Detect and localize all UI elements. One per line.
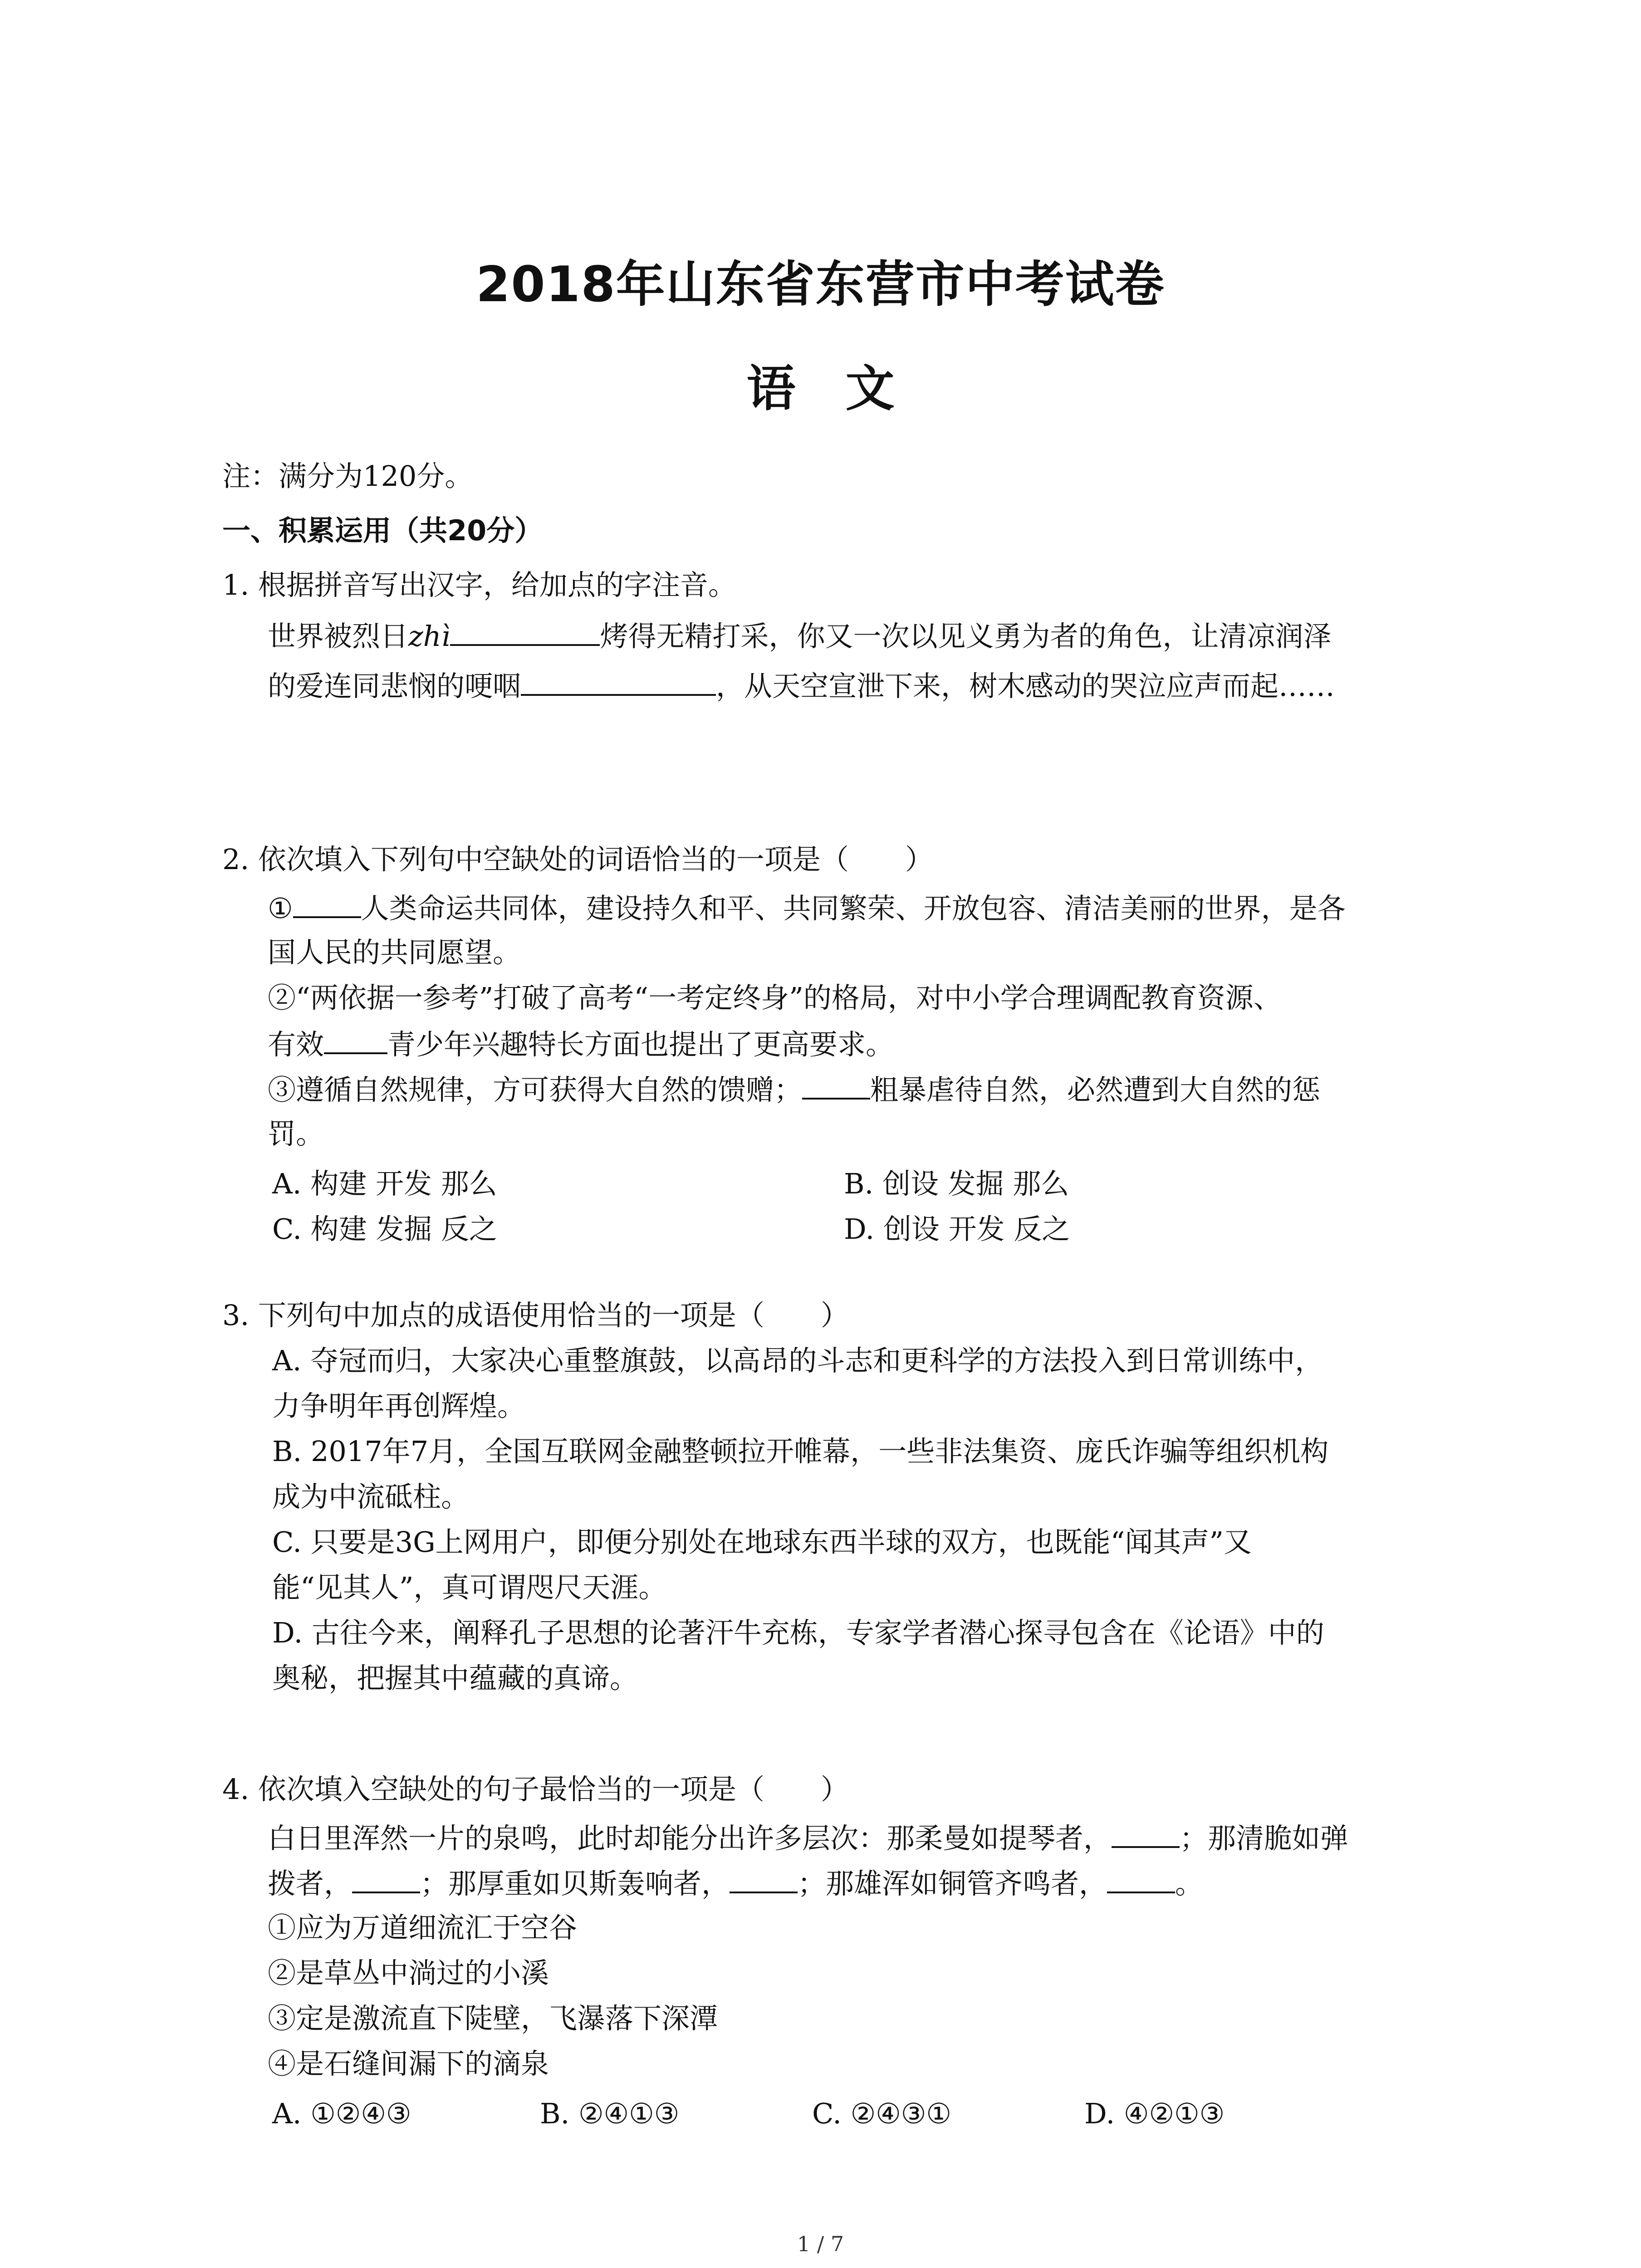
question-2-option-a[interactable]: A. 构建 开发 那么 [272, 1167, 497, 1200]
q1-text: 的爱连同悲悯的哽咽 [268, 670, 521, 703]
q2-text: 青少年兴趣特长方面也提出了更高要求。 [387, 1028, 894, 1061]
question-2-sentence-1-cont: 国人民的共同愿望。 [268, 936, 521, 969]
question-3-option-a-cont: 力争明年再创辉煌。 [272, 1389, 526, 1422]
q1-text: ，从天空宣泄下来，树木感动的哭泣应声而起…… [716, 670, 1335, 703]
question-2-sentence-3-cont: 罚。 [268, 1117, 324, 1150]
subject-title: 语文 [746, 361, 945, 417]
question-4-stem: 4. 依次填入空缺处的句子最恰当的一项是（ ） [222, 1773, 849, 1806]
q1-pinyin: zhì [408, 620, 451, 653]
question-4-option-b[interactable]: B. ②④①③ [540, 2097, 680, 2130]
question-3-option-c-cont: 能“见其人”，真可谓咫尺天涯。 [272, 1571, 667, 1604]
question-3-option-a[interactable]: A. 夺冠而归，大家决心重整旗鼓，以高昂的斗志和更科学的方法投入到日常训练中， [272, 1344, 1323, 1377]
question-3-option-b[interactable]: B. 2017年7月，全国互联网金融整顿拉开帷幕，一些非法集资、庞氏诈骗等组织机构 [272, 1435, 1329, 1468]
question-4-option-d[interactable]: D. ④②①③ [1084, 2097, 1225, 2130]
q1-text: 烤得无精打采，你又一次以见义勇为者的角色，让清凉润泽 [600, 620, 1332, 653]
question-4-option-a[interactable]: A. ①②④③ [272, 2097, 411, 2130]
q2-text: 粗暴虐待自然，必然遭到大自然的惩 [870, 1073, 1321, 1106]
question-3-stem: 3. 下列句中加点的成语使用恰当的一项是（ ） [222, 1299, 849, 1332]
question-4-item-3: ③定是激流直下陡壁，飞瀑落下深潭 [268, 2002, 718, 2035]
question-2-sentence-2-cont [268, 1025, 894, 1063]
q4-text: 白日里浑然一片的泉鸣，此时却能分出许多层次：那柔曼如提琴者， [268, 1822, 1112, 1855]
q4-text: ；那雄浑如铜管齐鸣者， [798, 1867, 1107, 1900]
answer-blank[interactable] [802, 1070, 870, 1100]
answer-blank[interactable] [352, 1864, 420, 1893]
answer-blank[interactable] [521, 667, 716, 696]
answer-blank[interactable] [450, 617, 600, 646]
q2-text: 人类命运共同体，建设持久和平、共同繁荣、开放包容、清洁美丽的世界，是各 [361, 892, 1346, 925]
answer-blank[interactable] [730, 1864, 798, 1893]
page-title: 2018年山东省东营市中考试卷 [476, 256, 1165, 313]
section-heading: 一、积累运用（共20分） [222, 514, 543, 547]
page-number: 1 / 7 [797, 2232, 844, 2256]
question-2-sentence-3 [268, 1070, 1320, 1108]
question-2-option-d[interactable]: D. 创设 开发 反之 [844, 1212, 1070, 1246]
question-4-passage-2 [268, 1864, 1203, 1902]
question-2-sentence-1 [268, 889, 1346, 927]
answer-blank[interactable] [1112, 1819, 1180, 1848]
question-4-item-1: ①应为万道细流汇于空谷 [268, 1911, 578, 1944]
score-note: 注：满分为120分。 [222, 459, 473, 493]
question-1-line-1 [268, 617, 1331, 655]
q2-text: ③遵循自然规律，方可获得大自然的馈赠； [268, 1073, 803, 1106]
question-2-option-b[interactable]: B. 创设 发掘 那么 [844, 1167, 1069, 1200]
q4-text: 。 [1175, 1867, 1204, 1900]
question-1-stem: 1. 根据拼音写出汉字，给加点的字注音。 [222, 568, 736, 601]
question-1-line-2 [268, 667, 1335, 704]
question-2-sentence-2: ②“两依据一参考”打破了高考“一考定终身”的格局，对中小学合理调配教育资源、 [268, 981, 1282, 1014]
q2-text: 有效 [268, 1028, 324, 1061]
question-3-option-b-cont: 成为中流砥柱。 [272, 1480, 470, 1513]
question-2-stem: 2. 依次填入下列句中空缺处的词语恰当的一项是（ ） [222, 843, 933, 876]
answer-blank[interactable] [293, 889, 361, 918]
q1-text: 世界被烈日 [268, 620, 409, 653]
question-4-item-4: ④是石缝间漏下的滴泉 [268, 2047, 549, 2080]
question-3-option-d-cont: 奥秘，把握其中蕴藏的真谛。 [272, 1662, 638, 1695]
q4-text: ；那清脆如弹 [1180, 1822, 1349, 1855]
question-4-item-2: ②是草丛中淌过的小溪 [268, 1956, 549, 1989]
q2-text: ① [268, 892, 293, 925]
q4-text: 拨者， [268, 1867, 353, 1900]
question-2-option-c[interactable]: C. 构建 发掘 反之 [272, 1212, 498, 1246]
question-3-option-d[interactable]: D. 古往今来，阐释孔子思想的论著汗牛充栋，专家学者潜心探寻包含在《论语》中的 [272, 1616, 1324, 1649]
answer-blank[interactable] [1107, 1864, 1175, 1893]
question-4-option-c[interactable]: C. ②④③① [812, 2097, 951, 2130]
q4-text: ；那厚重如贝斯轰响者， [420, 1867, 730, 1900]
question-3-option-c[interactable]: C. 只要是3G上网用户，即便分别处在地球东西半球的双方，也既能“闻其声”又 [272, 1525, 1252, 1559]
answer-blank[interactable] [324, 1025, 387, 1054]
question-4-passage-1 [268, 1819, 1348, 1857]
